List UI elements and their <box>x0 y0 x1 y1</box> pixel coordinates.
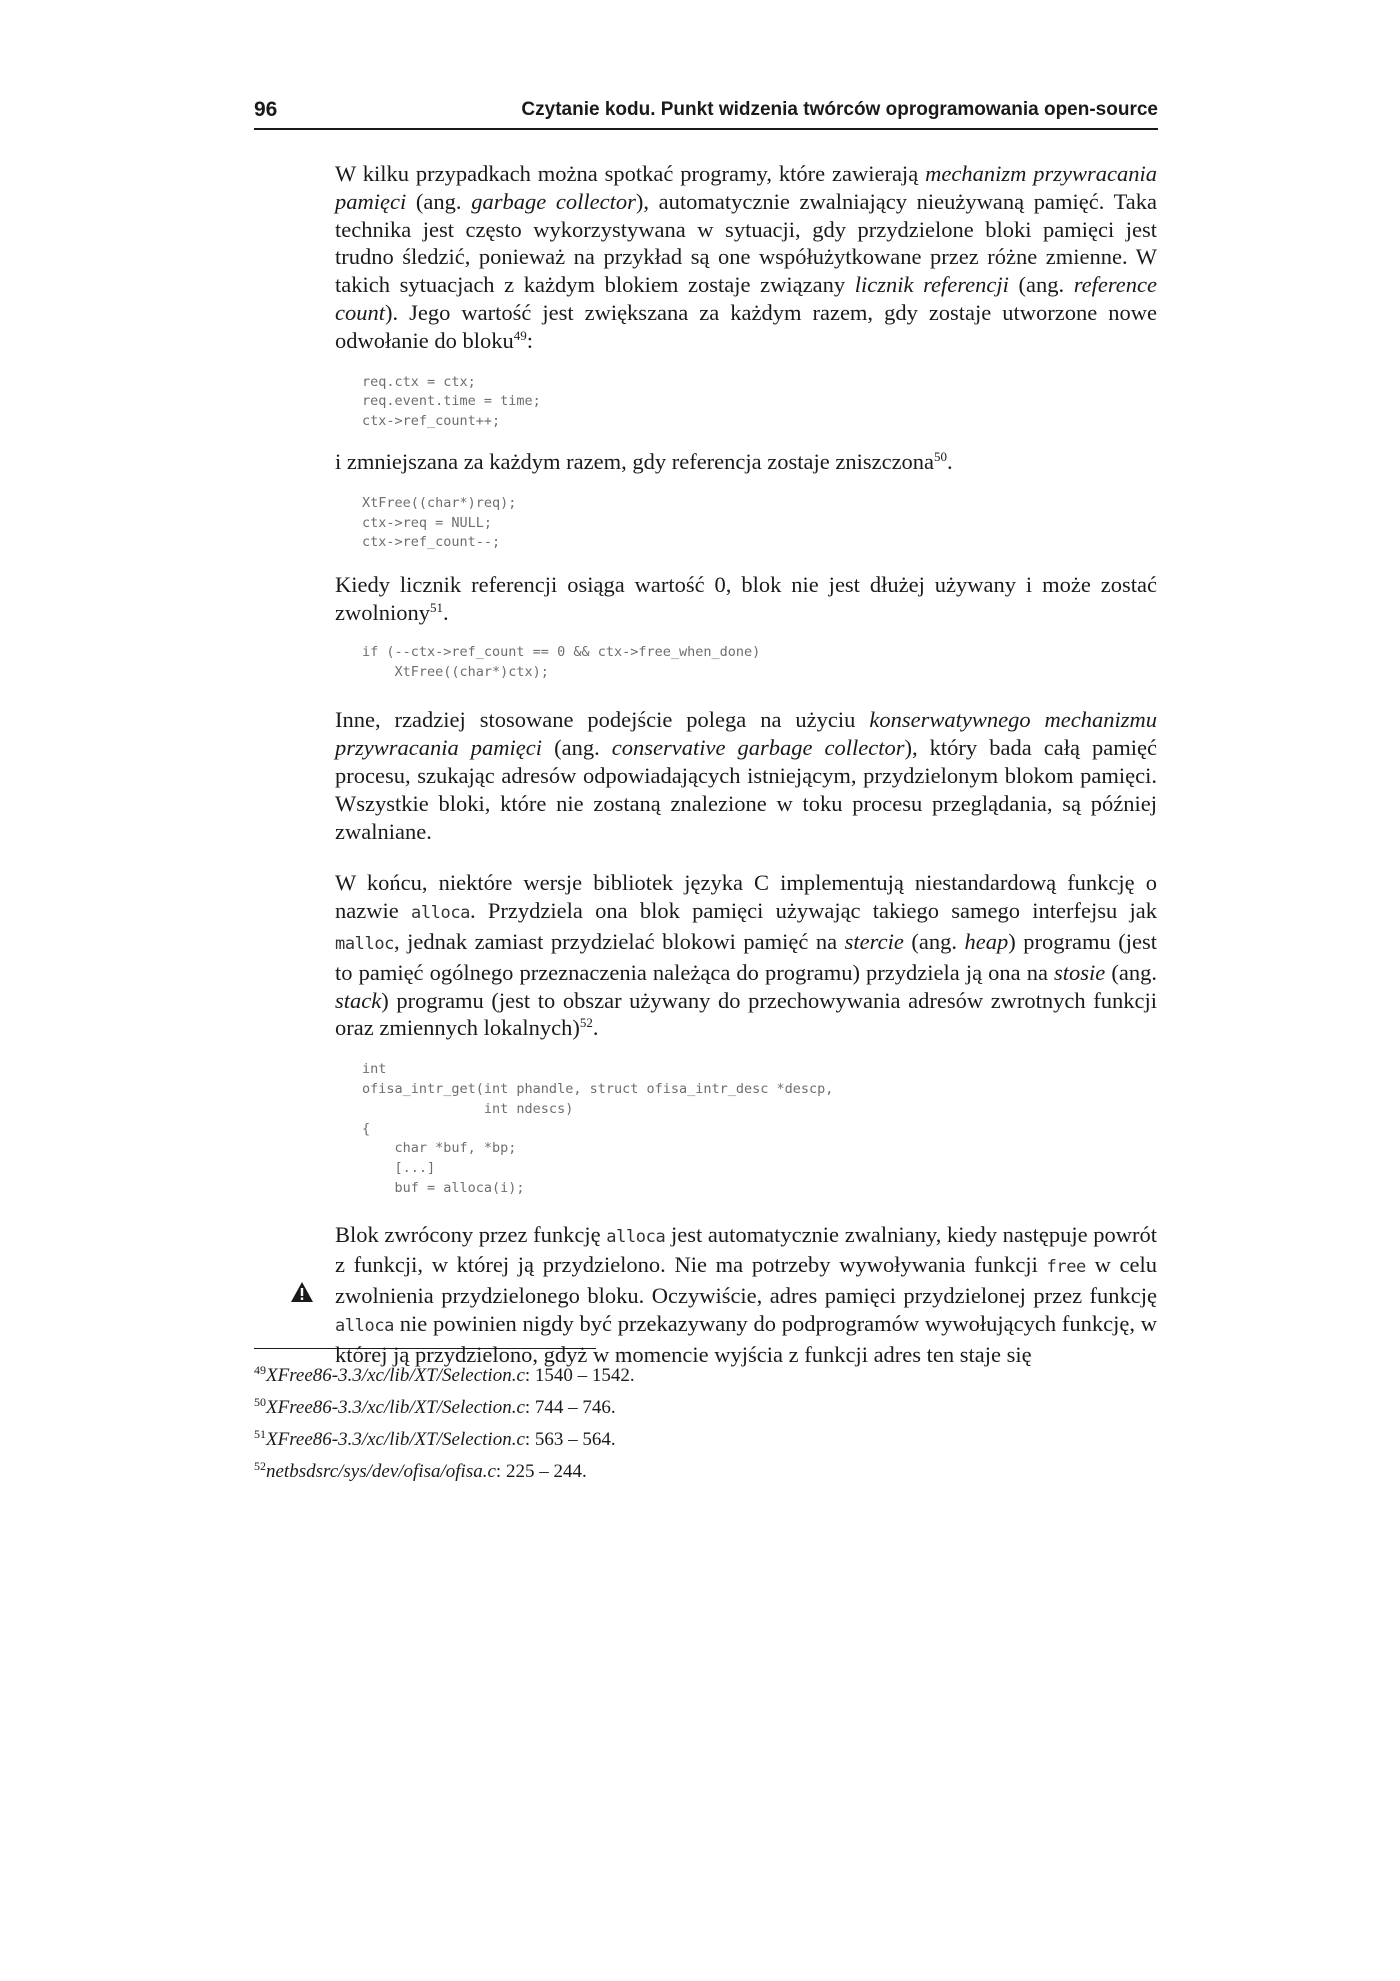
text-span: (ang. <box>1105 959 1157 985</box>
footnote-rule <box>254 1348 596 1349</box>
text-span: . Przydziela ona blok pamięci używając takiego samego interfejsu jak <box>470 898 1158 924</box>
text-span: . <box>443 599 449 625</box>
italic-term: stercie <box>844 928 904 954</box>
footnote-ref-51: 51 <box>430 599 443 615</box>
text-span: W końcu, niektóre wersje bibliotek języka C implementują niestandardową funkcję o nazwie <box>335 870 1157 924</box>
inline-code: alloca <box>606 1226 666 1247</box>
text-span: (ang. <box>1008 272 1074 298</box>
text-span: nie powinien nigdy być przekazywany do podprogramów wywołujących funkcję, w której ją przydzielono, gdyż w momencie wyjścia z funkcji adres ten staje się <box>335 1311 1157 1367</box>
italic-term: garbage collector <box>471 188 636 214</box>
footnote-number: 52 <box>254 1459 266 1473</box>
footnotes <box>254 1360 1154 1488</box>
footnote-ref-50: 50 <box>934 448 948 464</box>
text-span: ). Jego wartość jest zwiększana za każdym razem, gdy zostaje utworzone nowe odwołanie do bloku <box>335 299 1157 353</box>
text-span: Kiedy licznik referencji osiąga wartość 0, blok nie jest dłużej używany i może zostać zwolniony <box>335 572 1157 625</box>
code-listing-4: int ofisa_intr_get(int phandle, struct ofisa_intr_desc *descp, int ndescs) { char *buf, *bp; [...] buf = alloca(i); <box>362 1061 834 1196</box>
footnote-52 <box>254 1456 1154 1488</box>
text-span: (ang. <box>903 928 965 954</box>
main-content <box>335 160 1157 1369</box>
paragraph-garbage-collector <box>335 160 1157 355</box>
footnote-number: 49 <box>254 1363 266 1377</box>
page-number: 96 <box>254 98 278 121</box>
footnote-lines: : 744 – 746. <box>524 1397 616 1418</box>
italic-term: conservative garbage collector <box>611 735 905 761</box>
footnote-51 <box>254 1424 1154 1456</box>
code-listing-3: if (--ctx->ref_count == 0 && ctx->free_when_done) XtFree((char*)ctx); <box>362 643 761 680</box>
italic-term: stack <box>335 987 382 1013</box>
italic-term: mechanizm przywracania pamięci <box>335 161 1157 214</box>
footnote-lines: : 225 – 244. <box>495 1461 587 1482</box>
warning-triangle-icon <box>290 1281 314 1303</box>
page-header <box>254 98 1158 128</box>
paragraph-conservative-gc <box>335 706 1157 845</box>
footnote-50 <box>254 1392 1154 1424</box>
paragraph-refcount-zero <box>335 571 1157 627</box>
footnote-number: 50 <box>254 1395 266 1409</box>
footnote-path: XFree86-3.3/xc/lib/XT/Selection.c <box>266 1397 525 1418</box>
inline-code: free <box>1046 1257 1086 1278</box>
text-span: ) programu (jest to obszar używany do przechowywania adresów zwrotnych funkcji oraz zmiennych lokalnych) <box>335 987 1157 1041</box>
text-span: . <box>592 1015 599 1041</box>
text-span: Inne, rzadziej stosowane podejście polega na użyciu <box>335 707 870 733</box>
inline-code: malloc <box>335 933 395 954</box>
text-span: W kilku przypadkach można spotkać programy, które zawierają <box>335 161 926 186</box>
paragraph-alloca-warning <box>335 1221 1157 1369</box>
code-listing-2: XtFree((char*)req); ctx->req = NULL; ctx->ref_count--; <box>362 494 517 551</box>
footnote-ref-49: 49 <box>513 327 527 343</box>
text-span: i zmniejszana za każdym razem, gdy referencja zostaje zniszczona <box>335 448 935 474</box>
text-span: , jednak zamiast przydzielać blokowi pamięć na <box>394 928 845 954</box>
inline-code: alloca <box>410 903 470 924</box>
footnote-lines: : 563 – 564. <box>524 1429 616 1450</box>
paragraph-alloca <box>335 869 1157 1042</box>
text-span: (ang. <box>542 735 612 761</box>
text-span: ), automatycznie zwalniający nieużywaną pamięć. Taka technika jest często wykorzystywana w sytuacji, gdy przydzielone bloki pamięci jest trudno śledzić, ponieważ na przykład są one współużytkowane przez różne zmienne. W takich sytuacjach z każdym blokiem zostaje związany <box>335 188 1157 298</box>
text-span: (ang. <box>406 188 472 214</box>
footnote-49 <box>254 1360 1154 1392</box>
footnote-lines: : 1540 – 1542. <box>524 1365 635 1386</box>
running-title: Czytanie kodu. Punkt widzenia twórców oprogramowania open-source <box>521 99 1158 120</box>
text-span: jest automatycznie zwalniany, kiedy następuje powrót z funkcji, w której ją przydzielono. Nie ma potrzeby wywoływania funkcji <box>335 1221 1157 1278</box>
italic-term: konserwatywnego mechanizmu przywracania pamięci <box>335 707 1157 761</box>
text-span: : <box>526 327 533 353</box>
footnote-ref-52: 52 <box>579 1015 593 1031</box>
italic-term: licznik referencji <box>854 272 1009 298</box>
text-span: w celu zwolnienia przydzielonego bloku. Oczywiście, adres pamięci przydzielonej przez funkcję <box>335 1252 1157 1309</box>
footnote-path: XFree86-3.3/xc/lib/XT/Selection.c <box>266 1365 525 1386</box>
italic-term: reference count <box>335 272 1158 325</box>
footnote-path: XFree86-3.3/xc/lib/XT/Selection.c <box>266 1429 525 1450</box>
header-rule <box>254 128 1158 130</box>
text-span: Blok zwrócony przez funkcję <box>335 1221 607 1247</box>
paragraph-decrement <box>335 448 1157 476</box>
italic-term: heap <box>964 928 1009 954</box>
text-span: . <box>947 448 953 474</box>
text-span: ), który bada całą pamięć procesu, szukając adresów odpowiadających istniejącym, przydzielonym blokom pamięci. Wszystkie bloki, które nie zostaną znalezione w toku procesu przeglądania, są później zwalniane. <box>335 735 1157 844</box>
footnote-path: netbsdsrc/sys/dev/ofisa/ofisa.c <box>266 1461 496 1482</box>
inline-code: alloca <box>335 1316 395 1337</box>
text-span: ) programu (jest to pamięć ogólnego przeznaczenia należąca do programu) przydziela ją ona na <box>335 928 1157 985</box>
code-listing-1: req.ctx = ctx; req.event.time = time; ctx->ref_count++; <box>362 373 541 430</box>
footnote-number: 51 <box>254 1427 266 1441</box>
italic-term: stosie <box>1054 959 1106 985</box>
